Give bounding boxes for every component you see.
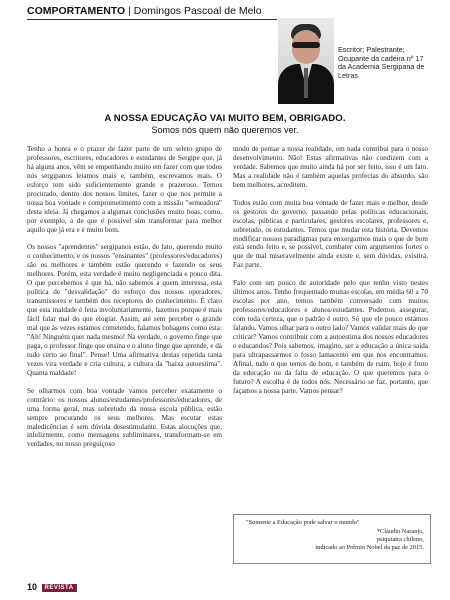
author-caption: Escritor; Palestrante; Ocupante da cadeira nº 17 da Academia Sergipana de Letras bbox=[338, 45, 425, 80]
paragraph: modo de pensar a nossa realidade, em nada contribui para o nosso desenvolvimento. Não! Estas afirmativas não condizem com a verdade. Sabemos que muito ainda há por ser feito, isso é um fato. Mas a realidade não é também aquelas profecias do absurdo, são bem melhores, acreditem. bbox=[233, 145, 428, 189]
header-rule bbox=[27, 19, 277, 20]
paragraph: Todos estão com muita boa vontade de fazer mais e melhor, desde os gestores do governo, passando pelas políticas educacionais, escolas, públicas e particulares, gestores escolares, professores e, sobretudo, os estudantes. Temos que mudar esta história. Devemos modificar nossos paradigmas para enxergarmos mais o que de bom está sendo feito e, se possível, combater com argumentos fortes o que de mal miseravelmente ainda existe e, sem dúvidas, existirá. Faz parte. bbox=[233, 198, 428, 270]
header-separator: | bbox=[128, 5, 131, 17]
page-number: 10 bbox=[27, 582, 38, 592]
left-column bbox=[27, 145, 222, 458]
quote-role: psiquiatra chileno, bbox=[376, 536, 424, 543]
right-column bbox=[233, 145, 428, 405]
paragraph: Se olharmos com boa vontade vamos perceber exatamente o contrário: os nossos alunos/estudantes/professores/educadores, de uma forma geral, mas sobretudo da nossa escola pública, estão sempre procurando os seus melhores. Mas escutar estas maledicências é sem dúvida desestimulante. Estas alocuções que, infelizmente, como mensagens subliminares, transformam-se em verdades, no nosso preguiçoso bbox=[27, 386, 222, 449]
quote-box bbox=[233, 514, 431, 564]
paragraph: Os nossos "aprendentes" sergipanos estão, de fato, querendo muito o conhecimento, e os nossos "ensinantes" (professores/educadores) são os melhores e também estão querendo e fazendo os seus melhores. Porém, esta verdade é muito negligenciada e pouco dita. O que percebemos é que há, não sabemos a quem interessa, esta política de "desvalidação" do esforço dos nossos operadores, transmissores e também dos receptores do conhecimento. É claro que esta maldade é feita involuntariamente, fazemos porque é mais fácil falar mal do que elogiar. Assim, até sem perceber o grande mal que às vezes estamos cometendo, falamos bobagens como esta: "Ah! Ninguém quer nada mesmo! Na verdade, o governo finge que paga, o professor finge que ensina e o aluno finge que aprende, e dá tudo certo ao final". Pense! Uma afirmativa destas repetida tanta vezes vira verdade e cria cultura, a cultura da "baixa autoestima". Quanta maldade! bbox=[27, 243, 222, 377]
quote-attribution: *Cláudio Naranjo, bbox=[376, 528, 424, 535]
article-title: A NOSSA EDUCAÇÃO VAI MUITO BEM, OBRIGADO. bbox=[104, 113, 346, 124]
paragraph: Falo com um pouco de autoridade pelo que tenho visto nestes últimos anos. Tenho frequentado muitas escolas, em média 60 a 70 escolas por ano, temos também conversado com muitos professores/educadores e alunos/estudantes. Podemos assegurar, com toda certeza, que o padrão é outro. Só que ele pouco estamos falando. Vamos olhar para o outro lado? Vamos validar mais do que criticar? Vamos contribuir com a autoestima dos nossos educadores e educandos? Pois sabemos, imagino, ser a educação a única saída para ultrapassarmos o fosso lamacento em que nos encontramos. Afinal, tudo o que temos de bom, e também de ruim, hoje é fruto da educação ou da falta de educação. O que queremos para o futuro? A escolha é de todos nós. Necessário se faz, portanto, que façamos a nossa parte. Vamos pensar? bbox=[233, 279, 428, 395]
quote-note: indicado ao Prêmio Nobel da paz de 2015. bbox=[315, 544, 424, 551]
paragraph: Tenho a honra e o prazer de fazer parte de um seleto grupo de professores, escritores, educadores e estudantes de Sergipe que, já há alguns anos, vêm se empenhando muito em fazer com que todos nós sergipanos leiamos mais e, também, escrevamos mais. O esforço tem sido suficientemente grande e prazeroso. Temos procurado, dentro dos nossos limites, fazer o que nos permite a nossa boa vontade e comprometimento com a missão "semeadora" desta ideia. Já chegamos a algumas conclusões muito boas, como, por exemplo, a de que é possível sim transformar para melhor aquilo que já era e é muito bom. bbox=[27, 145, 222, 234]
magazine-logo: REVISTA bbox=[42, 584, 77, 592]
section-label: COMPORTAMENTO bbox=[27, 5, 126, 17]
author-photo bbox=[278, 18, 334, 104]
header-title bbox=[27, 5, 262, 17]
page-footer bbox=[27, 582, 77, 592]
header-author: Domingos Pascoal de Melo bbox=[133, 5, 262, 17]
article-subtitle: Somos nós quem não queremos ver. bbox=[151, 125, 299, 135]
quote-text: "Somente a Educação pode salvar o mundo" bbox=[246, 519, 360, 526]
article-header bbox=[0, 0, 450, 22]
